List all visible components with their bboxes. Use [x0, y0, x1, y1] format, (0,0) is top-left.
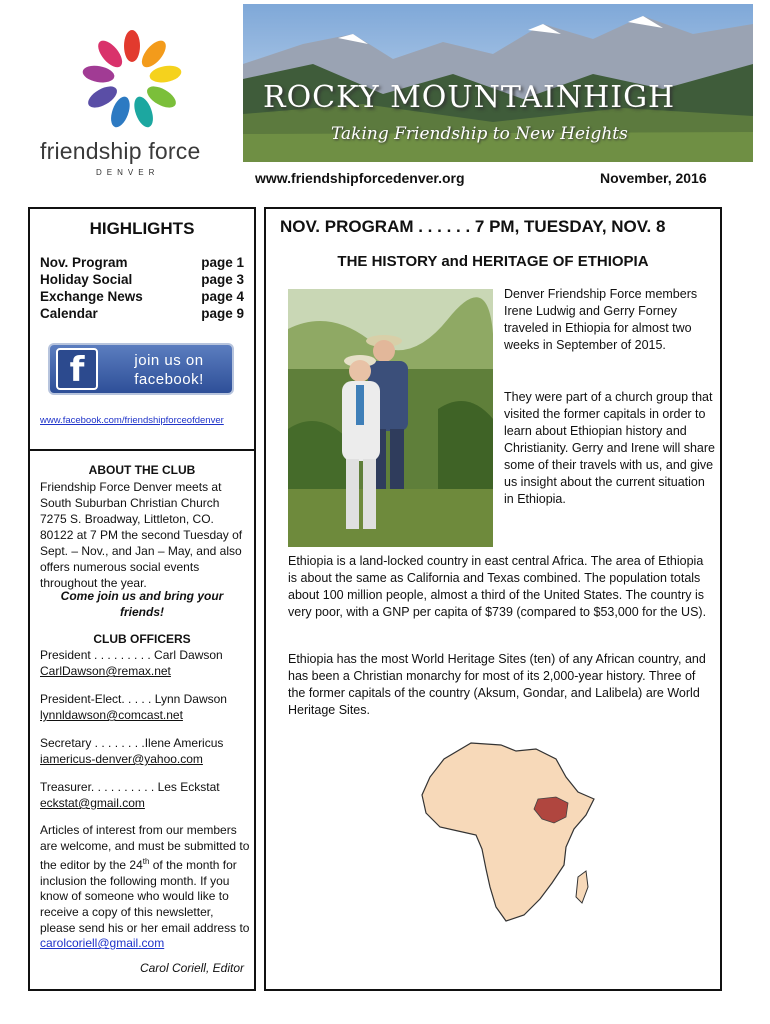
officer-secretary	[40, 735, 246, 767]
divider	[266, 207, 720, 209]
editor-signature: Carol Coriell, Editor	[139, 961, 244, 975]
friendship-force-logo	[34, 28, 224, 188]
officer-role: Treasurer. . . . . . . . . . Les Eckstat	[40, 780, 220, 794]
newsletter-subtitle: Taking Friendship to New Heights	[331, 124, 628, 144]
sidebar	[28, 207, 256, 991]
officer-president	[40, 647, 246, 679]
highlight-label: Calendar	[40, 306, 98, 321]
flower-logo-icon	[72, 28, 192, 133]
program-paragraph-2: They were part of a church group that visited the former capitals in order to learn about Ethiopian history and Christianity. Gerry and Irene will share some of their travels with us, and give us insight about the current situation in Ethiopia.	[504, 390, 715, 506]
articles-text-after: of the month for inclusion the following month. If you know of someone who would like to receive a copy of this newsletter, please send his or her email address to	[40, 858, 250, 935]
highlight-label: Exchange News	[40, 289, 143, 304]
website-url[interactable]: www.friendshipforcedenver.org	[255, 170, 465, 186]
program-paragraph-3: Ethiopia is a land-locked country in east central Africa. The area of Ethiopia is about the same as California and Texas combined. The population totals about 100 million people, almost a third of the United States. The country is very poor, with a GNP per capita of $739 (compared to $53,000 for the US).	[288, 554, 707, 619]
africa-map	[416, 737, 606, 932]
facebook-icon: f	[56, 348, 98, 390]
articles-note	[40, 823, 250, 952]
program-paragraph-1: Denver Friendship Force members Irene Ludwig and Gerry Forney traveled in Ethiopia for almost two weeks in September of 2015.	[504, 287, 698, 352]
officer-president-elect	[40, 691, 246, 723]
highlight-page: page 3	[201, 272, 244, 287]
highlight-label: Nov. Program	[40, 255, 128, 270]
facebook-line2: facebook!	[134, 371, 204, 388]
articles-text-before: Articles of interest from our members are welcome, and must be submitted to the editor by the 24	[40, 823, 250, 873]
program-subtitle: THE HISTORY and HERITAGE OF ETHIOPIA	[337, 253, 649, 270]
travelers-photo	[288, 289, 493, 547]
africa-map-icon	[416, 737, 606, 927]
logo-name: friendship force	[40, 138, 201, 164]
couple-photo-icon	[288, 289, 493, 547]
articles-sup: th	[142, 857, 150, 867]
highlight-item	[40, 272, 244, 289]
main-article	[264, 207, 722, 991]
officer-treasurer	[40, 779, 246, 811]
facebook-button[interactable]	[48, 343, 234, 395]
highlight-item	[40, 255, 244, 272]
program-paragraph-4: Ethiopia has the most World Heritage Sites (ten) of any African country, and has been a Christian monarchy for most of its 2,000-year history. Three of the former capitals of the country (Aksum, Gondar, and Lalibela) are World Heritage Sites.	[288, 652, 706, 717]
editor-email-link[interactable]: carolcoriell@gmail.com	[40, 936, 165, 951]
about-title: ABOUT THE CLUB	[88, 463, 196, 477]
program-title: NOV. PROGRAM . . . . . . 7 PM, TUESDAY, NOV. 8	[280, 217, 666, 236]
highlight-page: page 4	[201, 289, 244, 304]
officer-email-link[interactable]: iamericus-denver@yahoo.com	[40, 752, 203, 766]
officer-email-link[interactable]: CarlDawson@remax.net	[40, 664, 171, 678]
highlight-label: Holiday Social	[40, 272, 133, 287]
highlight-item	[40, 306, 244, 323]
about-text: Friendship Force Denver meets at South Suburban Christian Church 7275 S. Broadway, Littleton, CO. 80122 at 7 PM the second Tuesday of Sept. – Nov., and Jan – May, and also offers numerous social events throughout the year.	[40, 480, 243, 590]
highlight-page: page 1	[201, 255, 244, 270]
facebook-line1: join us on	[134, 352, 204, 369]
highlights-title: HIGHLIGHTS	[89, 219, 195, 238]
newsletter-title: ROCKY MOUNTAINHIGH	[263, 80, 676, 115]
officer-email-link[interactable]: eckstat@gmail.com	[40, 796, 145, 810]
highlights-list	[40, 255, 244, 323]
about-cta: Come join us and bring your friends!	[60, 589, 224, 619]
masthead-banner	[243, 4, 753, 162]
officer-email-link[interactable]: lynnldawson@comcast.net	[40, 708, 183, 722]
officer-role: President . . . . . . . . . Carl Dawson	[40, 648, 223, 662]
highlight-item	[40, 289, 244, 306]
officer-role: Secretary . . . . . . . .Ilene Americus	[40, 736, 224, 750]
facebook-link[interactable]: www.facebook.com/friendshipforceofdenver	[40, 415, 224, 426]
officer-role: President-Elect. . . . . Lynn Dawson	[40, 692, 227, 706]
facebook-button-text	[114, 351, 224, 389]
highlight-page: page 9	[201, 306, 244, 321]
issue-date: November, 2016	[600, 170, 707, 186]
officers-title: CLUB OFFICERS	[93, 632, 191, 646]
logo-city: DENVER	[96, 168, 160, 177]
divider	[30, 449, 254, 451]
